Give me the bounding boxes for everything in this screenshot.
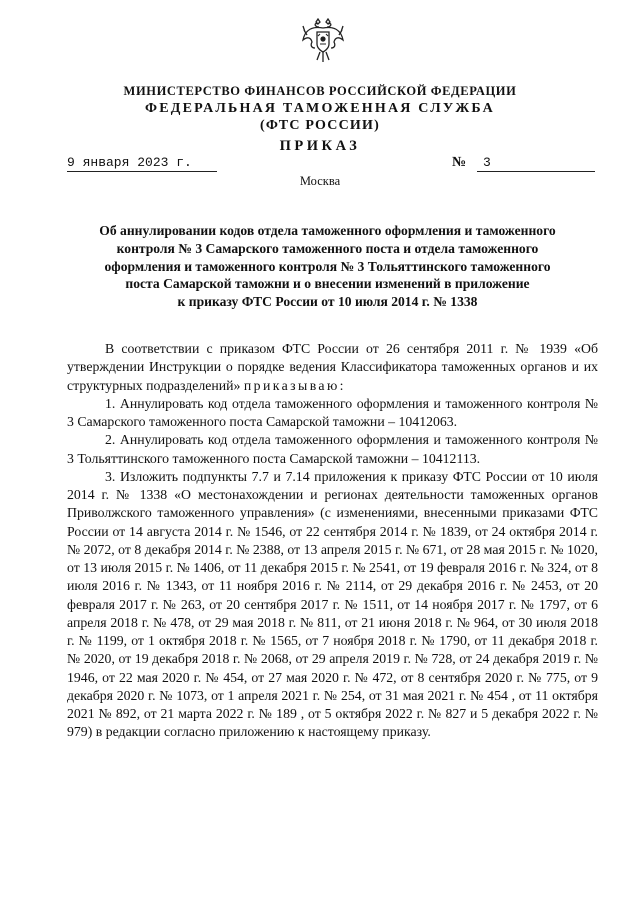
order-date: 9 января 2023 г. — [67, 155, 217, 172]
title-line: Об аннулировании кодов отдела таможенного оформления и таможенного — [99, 223, 556, 238]
document-type: ПРИКАЗ — [279, 138, 361, 154]
order-word: приказываю: — [243, 377, 346, 393]
order-number-label: № — [452, 155, 467, 170]
city-name: Москва — [299, 174, 341, 188]
title-line: контроля № 3 Самарского таможенного поста и отдела таможенного — [116, 240, 539, 256]
document-title — [70, 222, 585, 311]
service-name: ФЕДЕРАЛЬНАЯ ТАМОЖЕННАЯ СЛУЖБА — [145, 101, 495, 116]
intro-text: В соответствии с приказом ФТС России от 26 сентября 2011 г. № 1939 «Об утверждении Инструкции о порядке ведения Классификатора таможенных органов и их структурных подразделений» — [67, 341, 598, 393]
ministry-name: МИНИСТЕРСТВО ФИНАНСОВ РОССИЙСКОЙ ФЕДЕРАЦИИ — [123, 84, 517, 98]
title-line: поста Самарской таможни и о внесении изменений в приложение — [125, 276, 530, 292]
item-2-paragraph: 2. Аннулировать код отдела таможенного оформления и таможенного контроля № 3 Тольяттинского таможенного поста Самарской таможни – 10412113. — [67, 432, 598, 466]
item-3-paragraph: 3. Изложить подпункты 7.7 и 7.14 приложения к приказу ФТС России от 10 июля 2014 г. № 1338 «О местонахождении и регионах деятельности таможенных органов Приволжского таможенного управления» (с изменениями, внесенными приказами ФТС России от 14 августа 2014 г. № 1546, от 22 сентября 2014 г. № 1839, от 24 октября 2014 г. № 2072, от 8 декабря 2014 г. № 2388, от 13 апреля 2015 г. № 671, от 28 мая 2015 г. № 1020, от 13 июля 2015 г. № 1406, от 11 декабря 2015 г. № 2541, от 19 февраля 2016 г. № 324, от 8 июля 2016 г. № 1343, от 11 ноября 2016 г. № 2114, от 29 декабря 2016 г. № 2453, от 20 февраля 2017 г. № 263, от 20 сентября 2017 г. № 1511, от 14 ноября 2017 г. № 1797, от 6 апреля 2018 г. № 478, от 29 мая 2018 г. № 811, от 21 июня 2018 г. № 964, от 30 июля 2018 г. № 1199, от 1 октября 2018 г. № 1565, от 7 ноября 2018 г. № 1790, от 11 декабря 2018 г. № 2020, от 19 декабря 2018 г. № 2068, от 29 апреля 2019 г. № 728, от 24 декабря 2019 г. № 1946, от 22 мая 2020 г. № 454, от 27 мая 2020 г. № 472, от 8 сентября 2020 г. № 775, от 9 декабря 2020 г. № 1073, от 1 апреля 2021 г. № 254, от 31 мая 2021 г. № 454 , от 11 октября 2021 № 892, от 21 марта 2022 г. № 189 , от 5 октября 2022 г. № 827 и 5 декабря 2022 г. № 979) в редакции согласно приложению к настоящему приказу. — [67, 468, 598, 740]
order-number: 3 — [477, 155, 595, 172]
title-line: оформления и таможенного контроля № 3 Тольяттинского таможенного — [104, 258, 551, 274]
intro-paragraph — [67, 340, 598, 395]
coat-of-arms-emblem-icon — [302, 18, 344, 64]
title-line: к приказу ФТС России от 10 июля 2014 г. № 1338 — [177, 294, 478, 310]
item-1-paragraph: 1. Аннулировать код отдела таможенного оформления и таможенного контроля № 3 Самарского таможенного поста Самарской таможни – 10412063. — [67, 395, 598, 429]
document-body — [67, 340, 598, 742]
service-short-name: (ФТС РОССИИ) — [260, 118, 380, 133]
